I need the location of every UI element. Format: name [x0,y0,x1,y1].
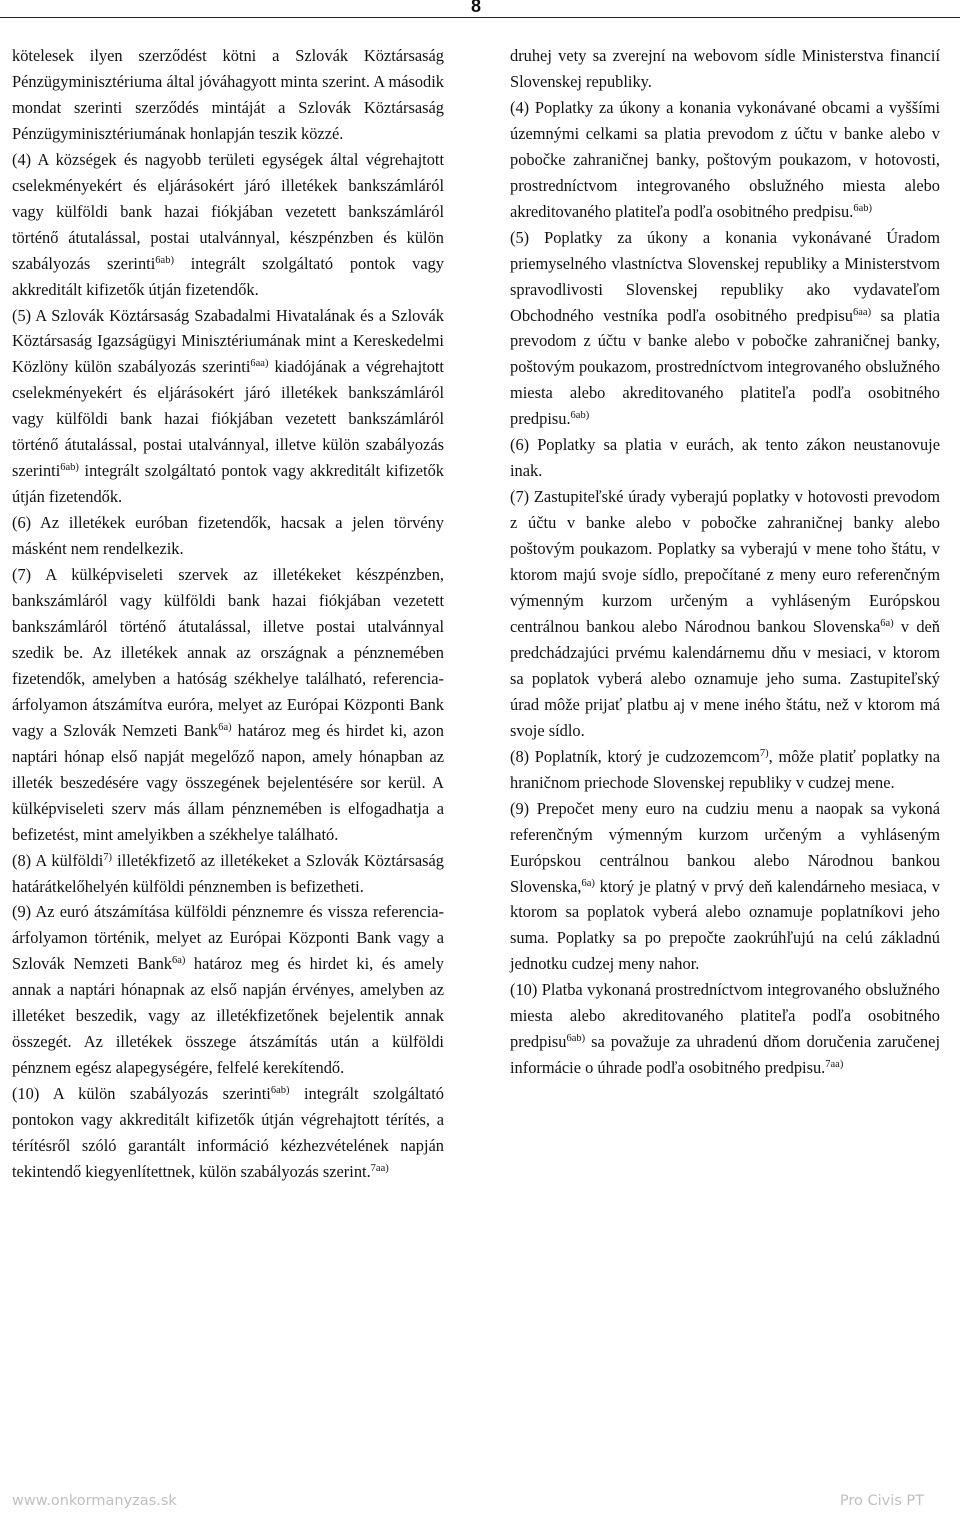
footnote-ref: 6a) [581,877,595,889]
paragraph-6: (6) Az illetékek euróban fizetendők, hacsak a jelen törvény másként nem rendelkezik. [12,513,444,559]
footnote-ref: 6aa) [853,306,872,318]
paragraph-7: (7) A külképviseleti szervek az illetékeket készpénzben, bankszámláról vagy külföldi bank hazai fiókjában vezetett bankszámláról történő átutalással, illetve postai utalvánnyal szedik be. Az illetékek annak az országnak a pénznemében fizetendők, amelyben a hatóság székhelye található, referencia-árfolyamon átszámítva euróra, melyet az Európai Központi Bank vagy a Szlovák Nemzeti Bank$^{6a)}$ határoz meg és hirdet ki, azon naptári hónap első napját megelőző napon, amely hónapban az illeték beszedésére vagy összegének bejelentésére sor kerül. A külképviseleti szerv más állam pénznemében is elfogadhatja a befizetést, mint amelyikben a székhelye található. [12,565,444,844]
paragraph-5: (5) A Szlovák Köztársaság Szabadalmi Hivatalának és a Szlovák Köztársaság Igazságügyi Minisztériumának mint a Kereskedelmi Közlöny külön szabályozás szerinti$^{6aa)}$ kiadójának a végrehajtott cselekményekért és eljárásokért járó illetékek bankszámláról vagy külföldi bank hazai fiókjában vezetett bankszámláról történő átutalással, postai utalvánnyal, illetve külön szabályozás szerinti$^{6ab)}$ integrált szolgáltató pontok vagy akkreditált kifizetők útján fizetendők. [12,305,444,507]
footnote-ref: 6aa) [250,358,269,370]
footnote-ref: 7aa) [370,1163,389,1175]
footnote-ref: 6a) [880,618,894,630]
hungarian-column [12,43,444,1185]
footer-website: www.onkormanyzas.sk [12,1493,177,1509]
page-number: 8 [470,0,481,16]
paragraph-8: (8) A külföldi$^{7)}$ illetékfizető az illetékeket a Szlovák Köztársaság határátkelőhelyén külföldi pénznemben is befizetheti. [12,850,444,896]
footnote-ref: 7aa) [825,1059,844,1071]
slovak-column [510,43,940,1081]
footnote-ref: 6a) [171,955,186,967]
footnote-ref: 7) [759,747,769,759]
footnote-ref: 6ab) [270,1085,290,1097]
footnote-ref: 7) [103,851,113,863]
paragraph-9: (9) Prepočet meny euro na cudziu menu a naopak sa vykoná referenčným výmenným kurzom určeným a vyhláseným Európskou centrálnou bankou alebo Národnou bankou Slovenska,$^{6a)}$ ktorý je platný v prvý deň kalendárneho mesiaca, v ktorom sa poplatok vyberá alebo oznamuje poplatníkovi jeho suma. Poplatky sa po prepočte zaokrúhľujú na celú základnú jednotku cudzej meny nahor. [510,798,940,974]
footnote-ref: 6a) [218,722,232,734]
paragraph-8: (8) Poplatník, ktorý je cudzozemcom$^{7)}$, môže platiť poplatky na hraničnom priechode Slovenskej republiky v cudzej mene. [510,746,940,792]
footnote-ref: 6ab) [570,410,590,422]
paragraph-7: (7) Zastupiteľské úrady vyberajú poplatky v hotovosti prevodom z účtu v banke alebo v pobočke zahraničnej banky alebo poštovým poukazom. Poplatky sa vyberajú v mene toho štátu, v ktorom majú svoje sídlo, prepočítané z meny euro referenčným výmenným kurzom určeným a vyhláseným Európskou centrálnou bankou alebo Národnou bankou Slovenska$^{6a)}$ v deň predchádzajúci prvému kalendárnemu dňu v mesiaci, v ktorom sa poplatok vyberá alebo oznamuje jeho suma. Zastupiteľský úrad môže prijať platbu aj v mene iného štátu, než v ktorom má svoje sídlo. [510,487,940,740]
footnote-ref: 6ab) [60,462,79,474]
footnote-ref: 6ab) [853,202,872,214]
paragraph-intro: kötelesek ilyen szerződést kötni a Szlovák Köztársaság Pénzügyminisztériuma által jóváhagyott minta szerint. A második mondat szerinti szerződés mintáját a Szlovák Köztársaság Pénzügyminisztériumának honlapján teszik közzé. [12,46,444,143]
paragraph-4: (4) A községek és nagyobb területi egységek által végrehajtott cselekményekért és eljárásokért járó illetékek bankszámláról vagy külföldi bank hazai fiókjában vezetett bankszámláról történő átutalással, postai utalvánnyal, készpénzben és külön szabályozás szerinti$^{6ab)}$ integrált szolgáltató pontok vagy akkreditált kifizetők útján fizetendők. [12,149,444,299]
paragraph-4: (4) Poplatky za úkony a konania vykonávané obcami a vyššími územnými celkami sa platia prevodom z účtu v banke alebo v pobočke zahraničnej banky, poštovým poukazom, v hotovosti, prostredníctvom integrovaného obslužného miesta alebo akreditovaného platiteľa podľa osobitného predpisu.$^{6ab)}$ [510,97,940,221]
paragraph-9: (9) Az euró átszámítása külföldi pénznemre és vissza referencia-árfolyamon történik, melyet az Európai Központi Bank vagy a Szlovák Nemzeti Bank$^{6a)}$ határoz meg és hirdet ki, és amely annak a naptári hónapnak az első napján érvényes, amelyben az illetéket beszedik, vagy az illetékfizetőnek bejelentik annak összegét. Az illetékek összege átszámítás után a külföldi pénznem egész alapegységére, felfelé kerekítendő. [12,902,444,1078]
paragraph-6: (6) Poplatky sa platia v eurách, ak tento zákon neustanovuje inak. [510,435,940,481]
footnote-ref: 6ab) [155,254,174,266]
header-rule [0,17,960,18]
footnote-ref: 6ab) [566,1033,586,1045]
paragraph-10: (10) A külön szabályozás szerinti$^{6ab)}$ integrált szolgáltató pontokon vagy akkreditált kifizetők útján végrehajtott térítés, a térítésről szóló garantált információ kézhezvételének napján tekintendő kiegyenlítettnek, külön szabályozás szerint.$^{7aa)}$ [12,1084,444,1181]
paragraph-5: (5) Poplatky za úkony a konania vykonávané Úradom priemyselného vlastníctva Slovenskej republiky a Ministerstvom spravodlivosti Slovenskej republiky ako vydavateľom Obchodného vestníka podľa osobitného predpisu$^{6aa)}$ sa platia prevodom z účtu v banke alebo v pobočke zahraničnej banky, poštovým poukazom, prostredníctvom integrovaného obslužného miesta alebo akreditovaného platiteľa podľa osobitného predpisu.$^{6ab)}$ [510,227,940,429]
footer-publisher: Pro Civis PT [839,1493,924,1509]
paragraph-10: (10) Platba vykonaná prostredníctvom integrovaného obslužného miesta alebo akreditovaného platiteľa podľa osobitného predpisu$^{6ab)}$ sa považuje za uhradenú dňom doručenia zaručenej informácie o úhrade podľa osobitného predpisu.$^{7aa)}$ [510,980,940,1078]
paragraph-intro: druhej vety sa zverejní na webovom sídle Ministerstva financií Slovenskej republiky. [510,46,940,91]
